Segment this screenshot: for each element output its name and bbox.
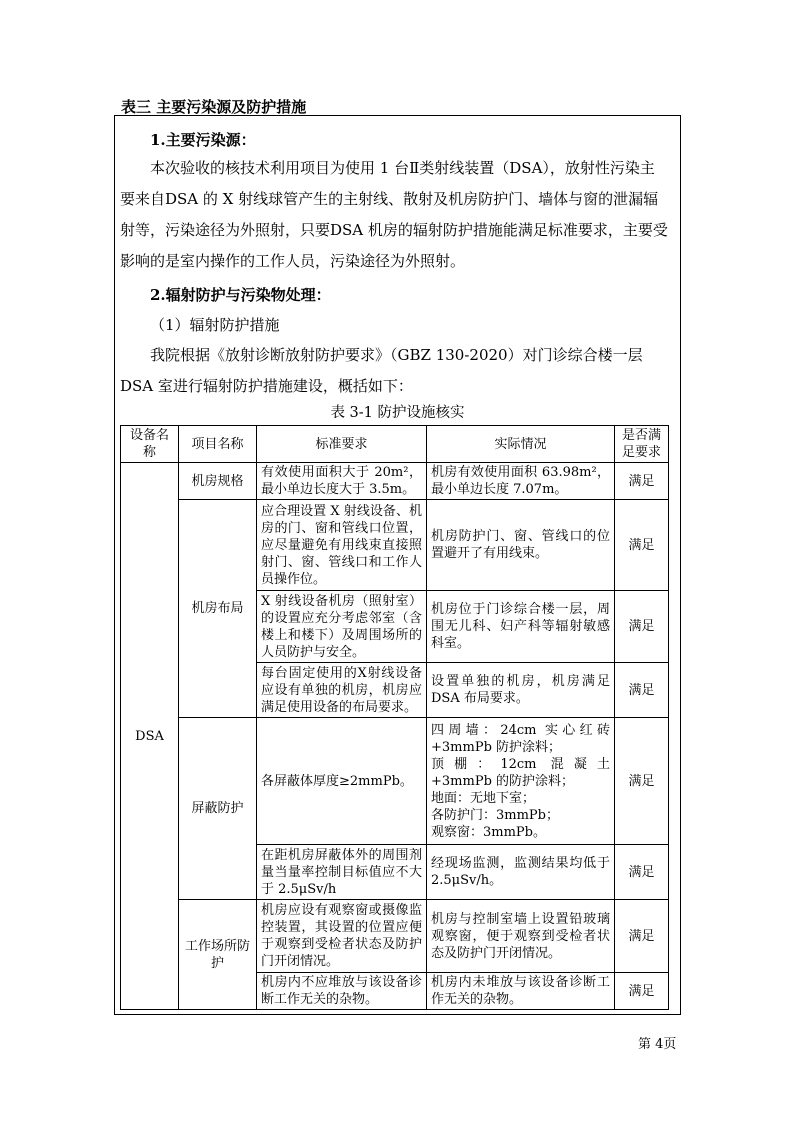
- table-row: [121, 718, 669, 845]
- header-item: 项目名称: [179, 426, 257, 463]
- result-cell: 满足: [615, 973, 669, 1010]
- standard-cell: 在距机房屏蔽体外的周围剂量当量率控制目标值应不大于 2.5μSv/h: [257, 845, 427, 900]
- actual-cell: 四周墙：24cm 实心红砖+3mmPb 防护涂料； 顶棚：12cm 混凝土+3mmPb 的防护涂料； 地面：无地下室； 各防护门：3mmPb； 观察窗：3mmPb。: [427, 718, 615, 845]
- group-size: 机房规格: [179, 463, 257, 500]
- actual-cell: 设置单独的机房，机房满足DSA 布局要求。: [427, 663, 615, 718]
- header-result: 是否满足要求: [615, 426, 669, 463]
- table-header-row: [121, 426, 669, 463]
- frame-bottom-rule: [114, 1014, 681, 1015]
- actual-cell: 机房内未堆放与该设备诊断工作无关的杂物。: [427, 973, 615, 1010]
- table-caption: 表 3-1 防护设施核实: [330, 405, 465, 421]
- protection-table: [120, 425, 669, 1010]
- result-cell: 满足: [615, 845, 669, 900]
- subheading-radiation-protection: 2.辐射防护与污染物处理：: [150, 286, 331, 304]
- result-cell: 满足: [615, 500, 669, 591]
- page-number: 第 4页: [638, 1037, 677, 1052]
- standard-cell: 机房内不应堆放与该设备诊断工作无关的杂物。: [257, 973, 427, 1010]
- standard-cell: 有效使用面积大于 20m²，最小单边长度大于 3.5m。: [257, 463, 427, 500]
- standard-cell: 应合理设置 X 射线设备、机房的门、窗和管线口位置，应尽量避免有用线束直接照射门、窗、管线口和工作人员操作位。: [257, 500, 427, 591]
- standard-cell: 每台固定使用的X射线设备应设有单独的机房，机房应满足使用设备的布局要求。: [257, 663, 427, 718]
- device-cell: DSA: [121, 463, 179, 1010]
- group-shield: 屏蔽防护: [179, 718, 257, 900]
- header-standard: 标准要求: [257, 426, 427, 463]
- group-layout: 机房布局: [179, 500, 257, 718]
- paragraph-radiation-measures: 我院根据《放射诊断放射防护要求》（GBZ 130-2020）对门诊综合楼一层DSA 室进行辐射防护措施建设，概括如下：: [120, 346, 643, 395]
- result-cell: 满足: [615, 663, 669, 718]
- item-radiation-measures: （1）辐射防护措施: [150, 316, 280, 334]
- header-device: 设备名称: [121, 426, 179, 463]
- result-cell: 满足: [615, 463, 669, 500]
- group-workplace: 工作场所防护: [179, 900, 257, 1010]
- actual-cell: 机房防护门、窗、管线口的位置避开了有用线束。: [427, 500, 615, 591]
- standard-cell: 机房应设有观察窗或摄像监控装置，其设置的位置应便于观察到受检者状态及防护门开闭情况。: [257, 900, 427, 973]
- result-cell: 满足: [615, 718, 669, 845]
- table-row: [121, 900, 669, 973]
- actual-cell: 机房与控制室墙上设置铅玻璃观察窗，便于观察到受检者状态及防护门开闭情况。: [427, 900, 615, 973]
- actual-cell: 机房有效使用面积 63.98m²，最小单边长度 7.07m。: [427, 463, 615, 500]
- standard-cell: X 射线设备机房（照射室）的设置应充分考虑邻室（含楼上和楼下）及周围场所的人员防护与安全。: [257, 591, 427, 663]
- paragraph-pollution-sources: 本次验收的核技术利用项目为使用 1 台Ⅱ类射线装置（DSA），放射性污染主要来自DSA 的 X 射线球管产生的主射线、散射及机房防护门、墙体与窗的泄漏辐射等，污染途径为外照射，只要DSA 机房的辐射防护措施能满足标准要求，主要受影响的是室内操作的工作人员，污染途径为外照射。: [120, 159, 668, 270]
- result-cell: 满足: [615, 591, 669, 663]
- actual-cell: 机房位于门诊综合楼一层，周围无儿科、妇产科等辐射敏感科室。: [427, 591, 615, 663]
- table-row: [121, 463, 669, 500]
- subheading-pollution-sources: 1.主要污染源：: [150, 131, 256, 149]
- result-cell: 满足: [615, 900, 669, 973]
- actual-cell: 经现场监测，监测结果均低于 2.5μSv/h。: [427, 845, 615, 900]
- standard-cell: 各屏蔽体厚度≥2mmPb。: [257, 718, 427, 845]
- section-title: 表三 主要污染源及防护措施: [121, 98, 307, 116]
- table-row: [121, 500, 669, 591]
- header-actual: 实际情况: [427, 426, 615, 463]
